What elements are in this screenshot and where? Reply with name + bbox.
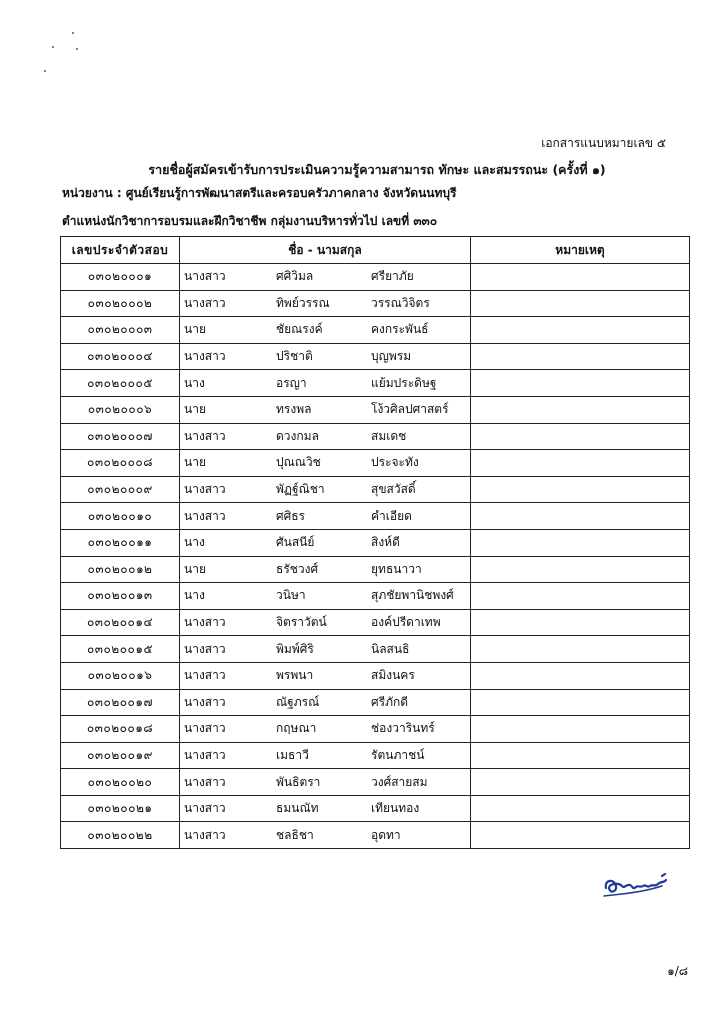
- exam-id-cell: ๐๓๐๒๐๐๐๕: [61, 370, 180, 397]
- name-prefix: นางสาว: [184, 721, 226, 736]
- first-name: วนิษา: [276, 588, 306, 603]
- full-name-cell: [180, 822, 471, 849]
- remarks-cell: [471, 343, 690, 370]
- table-body: [61, 264, 690, 849]
- name-prefix: นางสาว: [184, 668, 226, 683]
- table-row: [61, 769, 690, 796]
- first-name: ศศิธร: [276, 508, 306, 523]
- first-name: ธรัชวงศ์: [276, 561, 319, 576]
- remarks-cell: [471, 317, 690, 344]
- table-row: [61, 423, 690, 450]
- full-name-cell: [180, 795, 471, 822]
- remarks-cell: [471, 795, 690, 822]
- name-prefix: นางสาว: [184, 615, 226, 630]
- first-name: ปุณณวิช: [276, 455, 321, 470]
- remarks-cell: [471, 822, 690, 849]
- remarks-cell: [471, 370, 690, 397]
- first-name: ทรงพล: [276, 402, 312, 417]
- name-prefix: นางสาว: [184, 482, 226, 497]
- full-name-cell: [180, 529, 471, 556]
- header-remarks: หมายเหตุ: [471, 237, 690, 264]
- full-name-cell: [180, 450, 471, 477]
- table-row: [61, 583, 690, 610]
- full-name-cell: [180, 689, 471, 716]
- full-name-cell: [180, 636, 471, 663]
- exam-id-cell: ๐๓๐๒๐๐๑๘: [61, 716, 180, 743]
- name-prefix: นางสาว: [184, 641, 226, 656]
- first-name: พันธิตรา: [276, 774, 321, 789]
- exam-id-cell: ๐๓๐๒๐๐๒๑: [61, 795, 180, 822]
- last-name: เทียนทอง: [371, 801, 420, 816]
- remarks-cell: [471, 556, 690, 583]
- name-prefix: นาง: [184, 375, 205, 390]
- name-prefix: นางสาว: [184, 269, 226, 284]
- header-exam-id: เลขประจำตัวสอบ: [61, 237, 180, 264]
- name-prefix: นาง: [184, 535, 205, 550]
- attachment-reference: เอกสารแนบหมายเลข ๕: [541, 136, 666, 150]
- last-name: แย้มประดิษฐ: [371, 375, 437, 390]
- exam-id-cell: ๐๓๐๒๐๐๐๓: [61, 317, 180, 344]
- table-row: [61, 529, 690, 556]
- first-name: จิตราวัตน์: [276, 615, 327, 630]
- table-row: [61, 476, 690, 503]
- last-name: อุดทา: [371, 827, 401, 842]
- signature: [600, 868, 680, 900]
- full-name-cell: [180, 503, 471, 530]
- first-name: ศันสนีย์: [276, 535, 315, 550]
- scan-specks: [38, 28, 98, 88]
- last-name: โง้วศิลปศาสตร์: [371, 402, 449, 417]
- exam-id-cell: ๐๓๐๒๐๐๑๑: [61, 529, 180, 556]
- full-name-cell: [180, 290, 471, 317]
- name-prefix: นางสาว: [184, 349, 226, 364]
- name-prefix: นาย: [184, 455, 206, 470]
- table-row: [61, 264, 690, 291]
- remarks-cell: [471, 450, 690, 477]
- remarks-cell: [471, 769, 690, 796]
- last-name: สมเดช: [371, 428, 407, 443]
- full-name-cell: [180, 264, 471, 291]
- last-name: ศรียาภัย: [371, 269, 414, 284]
- last-name: คงกระพันธ์: [371, 322, 429, 337]
- full-name-cell: [180, 423, 471, 450]
- full-name-cell: [180, 609, 471, 636]
- first-name: กฤษณา: [276, 721, 317, 736]
- full-name-cell: [180, 396, 471, 423]
- full-name-cell: [180, 343, 471, 370]
- table-row: [61, 795, 690, 822]
- name-prefix: นาง: [184, 588, 205, 603]
- first-name: ชัยณรงค์: [276, 322, 323, 337]
- exam-id-cell: ๐๓๐๒๐๐๑๓: [61, 583, 180, 610]
- agency-line: หน่วยงาน : ศูนย์เรียนรู้การพัฒนาสตรีและครอบครัวภาคกลาง จังหวัดนนทบุรี: [62, 186, 457, 200]
- first-name: พัฏฐ์ณิชา: [276, 482, 325, 497]
- page-number: ๑/๘: [667, 964, 688, 978]
- last-name: วงศ์สายสม: [371, 774, 428, 789]
- first-name: เมธาวี: [276, 747, 309, 762]
- exam-id-cell: ๐๓๐๒๐๐๑๖: [61, 662, 180, 689]
- name-prefix: นางสาว: [184, 694, 226, 709]
- last-name: สุภชัยพานิชพงศ์: [371, 588, 454, 603]
- full-name-cell: [180, 769, 471, 796]
- remarks-cell: [471, 396, 690, 423]
- last-name: รัตนภาชน์: [371, 747, 425, 762]
- name-prefix: นาย: [184, 402, 206, 417]
- first-name: ศศิวิมล: [276, 269, 314, 284]
- table-row: [61, 689, 690, 716]
- table-header-row: [61, 237, 690, 264]
- remarks-cell: [471, 290, 690, 317]
- remarks-cell: [471, 264, 690, 291]
- exam-id-cell: ๐๓๐๒๐๐๐๑: [61, 264, 180, 291]
- document-title: รายชื่อผู้สมัครเข้ารับการประเมินความรู้ความสามารถ ทักษะ และสมรรถนะ (ครั้งที่ ๑): [148, 162, 606, 177]
- first-name: พรพนา: [276, 668, 314, 683]
- table-row: [61, 556, 690, 583]
- last-name: สมิงนคร: [371, 668, 415, 683]
- exam-id-cell: ๐๓๐๒๐๐๐๗: [61, 423, 180, 450]
- first-name: ดวงกมล: [276, 428, 319, 443]
- remarks-cell: [471, 503, 690, 530]
- exam-id-cell: ๐๓๐๒๐๐๑๗: [61, 689, 180, 716]
- full-name-cell: [180, 317, 471, 344]
- last-name: องค์ปรีดาเทพ: [371, 615, 441, 630]
- remarks-cell: [471, 742, 690, 769]
- exam-id-cell: ๐๓๐๒๐๐๐๙: [61, 476, 180, 503]
- last-name: ช่องวารินทร์: [371, 721, 435, 736]
- name-prefix: นางสาว: [184, 295, 226, 310]
- exam-id-cell: ๐๓๐๒๐๐๑๔: [61, 609, 180, 636]
- exam-id-cell: ๐๓๐๒๐๐๑๒: [61, 556, 180, 583]
- table-row: [61, 662, 690, 689]
- full-name-cell: [180, 716, 471, 743]
- remarks-cell: [471, 662, 690, 689]
- last-name: ประจะทัง: [371, 455, 419, 470]
- name-prefix: นางสาว: [184, 508, 226, 523]
- table-row: [61, 343, 690, 370]
- first-name: ชลธิชา: [276, 827, 314, 842]
- table-row: [61, 716, 690, 743]
- exam-id-cell: ๐๓๐๒๐๐๒๐: [61, 769, 180, 796]
- exam-id-cell: ๐๓๐๒๐๐๐๖: [61, 396, 180, 423]
- exam-id-cell: ๐๓๐๒๐๐๑๙: [61, 742, 180, 769]
- full-name-cell: [180, 556, 471, 583]
- first-name: ปริชาติ: [276, 349, 313, 364]
- last-name: สุขสวัสดิ์: [371, 482, 416, 497]
- first-name: พิมพ์ศิริ: [276, 641, 314, 656]
- header-full-name: ชื่อ - นามสกุล: [180, 237, 471, 264]
- last-name: วรรณวิจิตร: [371, 295, 430, 310]
- name-prefix: นางสาว: [184, 801, 226, 816]
- remarks-cell: [471, 636, 690, 663]
- first-name: ทิพย์วรรณ: [276, 295, 330, 310]
- name-prefix: นางสาว: [184, 827, 226, 842]
- exam-id-cell: ๐๓๐๒๐๐๑๐: [61, 503, 180, 530]
- table-row: [61, 636, 690, 663]
- exam-id-cell: ๐๓๐๒๐๐๒๒: [61, 822, 180, 849]
- remarks-cell: [471, 529, 690, 556]
- exam-id-cell: ๐๓๐๒๐๐๐๔: [61, 343, 180, 370]
- full-name-cell: [180, 370, 471, 397]
- table-row: [61, 396, 690, 423]
- remarks-cell: [471, 423, 690, 450]
- table-row: [61, 450, 690, 477]
- last-name: บุญพรม: [371, 349, 412, 364]
- remarks-cell: [471, 476, 690, 503]
- last-name: สิงห์ดี: [371, 535, 400, 550]
- full-name-cell: [180, 476, 471, 503]
- last-name: ศรีภักดี: [371, 694, 409, 709]
- name-prefix: นาย: [184, 322, 206, 337]
- exam-id-cell: ๐๓๐๒๐๐๐๘: [61, 450, 180, 477]
- name-prefix: นางสาว: [184, 774, 226, 789]
- last-name: นิลสนธิ: [371, 641, 410, 656]
- last-name: คำเอียด: [371, 508, 412, 523]
- first-name: ธมนณัท: [276, 801, 319, 816]
- full-name-cell: [180, 662, 471, 689]
- table-row: [61, 290, 690, 317]
- name-prefix: นางสาว: [184, 747, 226, 762]
- position-line: ตำแหน่งนักวิชาการอบรมและฝึกวิชาชีพ กลุ่มงานบริหารทั่วไป เลขที่ ๓๓๐: [62, 214, 438, 228]
- remarks-cell: [471, 689, 690, 716]
- table-row: [61, 742, 690, 769]
- first-name: ณัฐภรณ์: [276, 694, 320, 709]
- remarks-cell: [471, 609, 690, 636]
- exam-id-cell: ๐๓๐๒๐๐๑๕: [61, 636, 180, 663]
- table-row: [61, 609, 690, 636]
- first-name: อรญา: [276, 375, 307, 390]
- table-row: [61, 822, 690, 849]
- last-name: ยุทธนาวา: [371, 561, 422, 576]
- table-row: [61, 370, 690, 397]
- full-name-cell: [180, 742, 471, 769]
- full-name-cell: [180, 583, 471, 610]
- name-prefix: นาย: [184, 561, 206, 576]
- remarks-cell: [471, 583, 690, 610]
- candidate-table: [60, 236, 690, 849]
- table-row: [61, 317, 690, 344]
- exam-id-cell: ๐๓๐๒๐๐๐๒: [61, 290, 180, 317]
- table-row: [61, 503, 690, 530]
- remarks-cell: [471, 716, 690, 743]
- name-prefix: นางสาว: [184, 428, 226, 443]
